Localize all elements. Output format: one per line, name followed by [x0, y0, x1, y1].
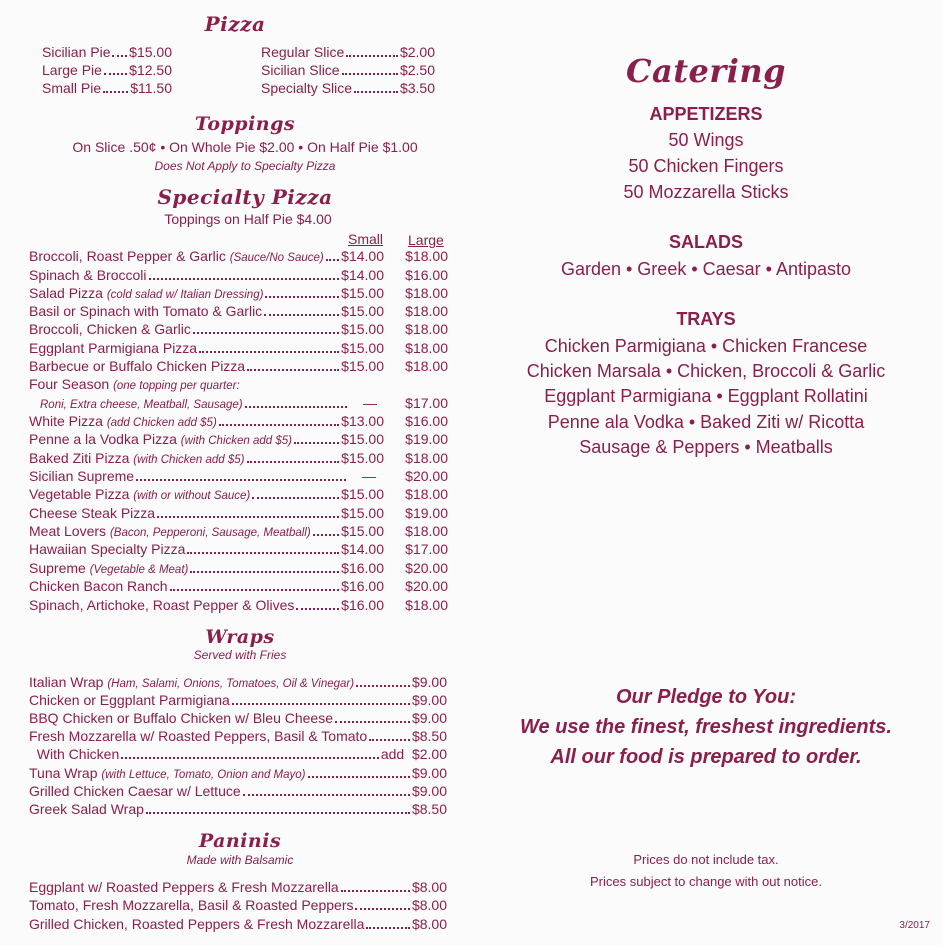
small-price: —	[363, 395, 377, 411]
small-price: $15.00	[341, 450, 384, 466]
item-name: Cheese Steak Pizza	[29, 505, 156, 521]
leader-dots	[170, 589, 340, 591]
item-price: $9.00	[411, 783, 447, 799]
leader-dots	[342, 73, 398, 75]
item-price: $8.00	[411, 897, 447, 913]
leader-dots	[356, 685, 410, 687]
item-name: Meat Lovers	[29, 523, 107, 539]
large-price: $18.00	[405, 285, 448, 301]
specialty-item	[29, 523, 384, 540]
leader-dots	[190, 571, 339, 573]
item-name-group	[40, 395, 243, 411]
appetizer-item: 50 Mozzarella Sticks	[623, 182, 789, 202]
large-price: $18.00	[405, 303, 448, 319]
item-price: $2.50	[399, 62, 435, 78]
wrap-item	[29, 674, 447, 691]
item-name: Tuna Wrap	[29, 765, 98, 781]
item-detail: (one topping per quarter:	[113, 380, 240, 392]
item-name-group	[29, 450, 245, 466]
item-name-group	[29, 431, 292, 447]
wrap-item	[29, 783, 447, 800]
leader-dots	[335, 721, 410, 723]
large-price: $19.00	[405, 431, 448, 447]
item-price: $8.50	[411, 728, 447, 744]
leader-dots	[199, 351, 339, 353]
item-name: Four Season	[29, 376, 110, 392]
specialty-item	[29, 303, 384, 320]
specialty-item	[29, 486, 384, 503]
item-name-group	[29, 376, 240, 392]
item-name-group	[29, 321, 191, 337]
item-name: Hawaiian Specialty Pizza	[29, 541, 186, 557]
toppings-note: Does Not Apply to Specialty Pizza	[154, 159, 336, 173]
small-price: $15.00	[341, 431, 384, 447]
item-name-group	[29, 541, 185, 557]
small-price: $15.00	[341, 523, 384, 539]
pizza-item	[42, 44, 172, 61]
item-name: Broccoli, Roast Pepper & Garlic	[29, 248, 226, 264]
item-price: $8.00	[411, 916, 447, 932]
item-name-group	[29, 413, 217, 429]
large-price: $18.00	[405, 597, 448, 613]
large-price: $17.00	[405, 541, 448, 557]
item-name-group	[29, 692, 230, 708]
item-name-group	[29, 746, 119, 762]
item-name: Large Pie	[42, 62, 102, 78]
leader-dots	[149, 278, 340, 280]
item-name: Penne a la Vodka Pizza	[29, 431, 177, 447]
panini-item	[29, 897, 447, 914]
large-price: $16.00	[405, 413, 448, 429]
leader-dots	[121, 757, 379, 759]
item-price: $8.50	[411, 801, 447, 817]
appetizers-heading: APPETIZERS	[649, 104, 763, 124]
large-price: $17.00	[405, 395, 448, 411]
item-name: Tomato, Fresh Mozzarella, Basil & Roasted Peppers	[29, 897, 354, 913]
item-name-group	[29, 728, 367, 744]
item-price: $12.50	[129, 62, 172, 78]
item-name: Greek Salad Wrap	[29, 801, 144, 817]
wraps-subheading: Served with Fries	[193, 648, 287, 662]
salads-line: Garden • Greek • Caesar • Antipasto	[560, 259, 852, 279]
item-name-group	[29, 358, 245, 374]
small-price: $16.00	[341, 597, 384, 613]
leader-dots	[136, 479, 346, 481]
item-name: Specialty Slice	[261, 80, 353, 96]
specialty-item	[29, 431, 384, 448]
leader-dots	[355, 908, 409, 910]
item-name: White Pizza	[29, 413, 103, 429]
wrap-item	[29, 728, 447, 745]
tray-line: Sausage & Peppers • Meatballs	[579, 437, 833, 457]
column-small-label: Small	[348, 231, 384, 247]
large-price: $20.00	[405, 560, 448, 576]
salads-heading: SALADS	[668, 232, 743, 252]
item-name-group	[29, 303, 262, 319]
large-price: $18.00	[405, 340, 448, 356]
item-name: Chicken or Eggplant Parmigiana	[29, 692, 230, 708]
paninis-heading: Paninis	[198, 830, 282, 852]
large-price: $20.00	[405, 468, 448, 484]
large-price: $18.00	[405, 248, 448, 264]
wrap-item	[29, 710, 447, 727]
item-name: Fresh Mozzarella w/ Roasted Peppers, Basil & Tomato	[29, 728, 368, 744]
item-price: $9.00	[411, 674, 447, 690]
specialty-item	[29, 578, 384, 595]
large-price: $18.00	[405, 358, 448, 374]
small-price: $15.00	[341, 505, 384, 521]
item-price: add $2.00	[380, 746, 447, 762]
specialty-item	[29, 505, 384, 522]
pledge-line-2: All our food is prepared to order.	[550, 746, 862, 768]
leader-dots	[308, 776, 410, 778]
item-detail: (add Chicken add $5)	[106, 417, 217, 429]
item-detail: (Vegetable & Meat)	[89, 564, 189, 576]
item-name-group	[29, 597, 294, 613]
panini-item	[29, 916, 447, 933]
item-name: Baked Ziti Pizza	[29, 450, 130, 466]
wrap-item	[29, 746, 447, 763]
item-detail: (Ham, Salami, Onions, Tomatoes, Oil & Vinegar)	[107, 678, 355, 690]
wrap-item	[29, 765, 447, 782]
small-price: $16.00	[341, 578, 384, 594]
specialty-item	[29, 267, 384, 284]
item-price: $8.00	[411, 879, 447, 895]
item-detail: (with Chicken add $5)	[133, 454, 245, 466]
menu-date: 3/2017	[899, 920, 930, 931]
item-detail: (Sauce/No Sauce)	[229, 252, 324, 264]
wrap-item	[29, 801, 447, 818]
pizza-item	[261, 80, 435, 97]
item-price: $9.00	[411, 710, 447, 726]
item-name: Basil or Spinach with Tomato & Garlic	[29, 303, 263, 319]
small-price: $15.00	[341, 285, 384, 301]
specialty-item	[29, 285, 384, 302]
item-price: $9.00	[411, 692, 447, 708]
item-detail: (with Lettuce, Tomato, Onion and Mayo)	[101, 769, 306, 781]
item-name: Barbecue or Buffalo Chicken Pizza	[29, 358, 246, 374]
specialty-item	[29, 560, 384, 577]
small-price: $16.00	[341, 560, 384, 576]
small-price: $13.00	[341, 413, 384, 429]
item-name-group	[29, 486, 250, 502]
pledge-title: Our Pledge to You:	[615, 686, 796, 708]
item-detail: Roni, Extra cheese, Meatball, Sausage)	[40, 399, 243, 411]
tray-line: Eggplant Parmigiana • Eggplant Rollatini	[544, 386, 868, 406]
appetizer-item: 50 Wings	[668, 130, 744, 150]
leader-dots	[366, 927, 410, 929]
large-price: $18.00	[405, 321, 448, 337]
large-price: $18.00	[405, 486, 448, 502]
pledge-line-1: We use the finest, freshest ingredients.	[520, 716, 892, 738]
wraps-heading: Wraps	[205, 626, 275, 648]
item-name: Spinach, Artichoke, Roast Pepper & Olives	[29, 597, 295, 613]
tray-line: Chicken Marsala • Chicken, Broccoli & Garlic	[526, 361, 886, 381]
item-name-group	[29, 285, 263, 301]
item-name: Broccoli, Chicken & Garlic	[29, 321, 191, 337]
leader-dots	[112, 55, 127, 57]
item-price: $15.00	[129, 44, 172, 60]
item-detail: (with Chicken add $5)	[180, 435, 293, 447]
toppings-line: On Slice .50¢ • On Whole Pie $2.00 • On Half Pie $1.00	[72, 139, 418, 155]
item-name: Eggplant Parmigiana Pizza	[29, 340, 198, 356]
item-name-group	[29, 248, 324, 264]
leader-dots	[346, 55, 398, 57]
specialty-heading: Specialty Pizza	[157, 185, 333, 209]
item-price: $11.50	[130, 80, 172, 96]
leader-dots	[264, 314, 339, 316]
leader-dots	[219, 424, 339, 426]
column-large-label: Large	[408, 232, 444, 248]
leader-dots	[369, 739, 410, 741]
tray-line: Penne ala Vodka • Baked Ziti w/ Ricotta	[547, 412, 865, 432]
specialty-item	[29, 597, 384, 614]
item-name-group	[29, 523, 311, 539]
large-price: $18.00	[405, 523, 448, 539]
item-name: Italian Wrap	[29, 674, 104, 690]
specialty-item	[29, 358, 384, 375]
item-name-group	[29, 710, 333, 726]
specialty-subheading: Toppings on Half Pie $4.00	[164, 211, 332, 227]
small-price: $15.00	[341, 303, 384, 319]
leader-dots	[313, 534, 340, 536]
specialty-item	[29, 340, 384, 357]
leader-dots	[252, 497, 339, 499]
leader-dots	[341, 890, 410, 892]
tray-line: Chicken Parmigiana • Chicken Francese	[544, 336, 868, 356]
trays-heading: TRAYS	[676, 309, 736, 329]
pizza-item	[261, 62, 435, 79]
leader-dots	[326, 259, 339, 261]
small-price: $15.00	[341, 358, 384, 374]
pizza-item	[261, 44, 435, 61]
item-name-group	[29, 801, 144, 817]
leader-dots	[265, 296, 339, 298]
item-name-group	[29, 340, 197, 356]
leader-dots	[232, 703, 410, 705]
item-price: $2.00	[399, 44, 435, 60]
item-name: Eggplant w/ Roasted Peppers & Fresh Mozzarella	[29, 879, 339, 895]
item-detail: (Bacon, Pepperoni, Sausage, Meatball)	[109, 527, 311, 539]
leader-dots	[296, 608, 339, 610]
leader-dots	[104, 73, 127, 75]
item-name: Chicken Bacon Ranch	[29, 578, 168, 594]
specialty-item	[29, 541, 384, 558]
catering-heading: Catering	[626, 52, 786, 90]
paninis-subheading: Made with Balsamic	[186, 853, 294, 867]
leader-dots	[247, 369, 339, 371]
specialty-item	[29, 321, 384, 338]
item-name-group	[29, 674, 354, 690]
pizza-item	[42, 80, 172, 97]
item-name-group	[29, 468, 134, 484]
item-name: Grilled Chicken, Roasted Peppers & Fresh Mozzarella	[29, 916, 365, 932]
leader-dots	[157, 516, 339, 518]
specialty-item	[40, 395, 385, 412]
item-name-group	[29, 267, 147, 283]
item-price: $9.00	[411, 765, 447, 781]
item-name-group	[29, 560, 188, 576]
specialty-item	[29, 468, 384, 485]
item-name-group	[29, 578, 168, 594]
leader-dots	[146, 812, 410, 814]
item-name: Spinach & Broccoli	[29, 267, 147, 283]
price-change-note: Prices subject to change with out notice.	[590, 874, 822, 889]
item-name-group	[29, 783, 241, 799]
specialty-item	[29, 450, 384, 467]
specialty-item	[29, 248, 384, 265]
item-name: Sicilian Supreme	[29, 468, 135, 484]
item-name: Supreme	[29, 560, 86, 576]
tax-note: Prices do not include tax.	[633, 852, 779, 867]
item-name: Salad Pizza	[29, 285, 103, 301]
item-name: Sicilian Pie	[42, 44, 111, 60]
leader-dots	[245, 406, 347, 408]
large-price: $20.00	[405, 578, 448, 594]
leader-dots	[247, 461, 340, 463]
small-price: $14.00	[341, 267, 384, 283]
specialty-item	[29, 376, 240, 392]
item-name: BBQ Chicken or Buffalo Chicken w/ Bleu Cheese	[29, 710, 334, 726]
menu-left-column	[0, 0, 470, 945]
leader-dots	[354, 91, 398, 93]
item-name: Sicilian Slice	[261, 62, 340, 78]
pizza-item	[42, 62, 172, 79]
item-name: Regular Slice	[261, 44, 345, 60]
leader-dots	[294, 442, 339, 444]
menu-right-column	[470, 0, 942, 945]
specialty-item	[29, 413, 384, 430]
item-name: Small Pie	[42, 80, 102, 96]
small-price: $14.00	[341, 248, 384, 264]
panini-item	[29, 879, 447, 896]
leader-dots	[193, 332, 339, 334]
large-price: $16.00	[405, 267, 448, 283]
toppings-heading: Toppings	[194, 113, 296, 135]
item-detail: (with or without Sauce)	[133, 490, 251, 502]
item-name: Vegetable Pizza	[29, 486, 130, 502]
item-name: Grilled Chicken Caesar w/ Lettuce	[29, 783, 241, 799]
small-price: —	[362, 468, 376, 484]
leader-dots	[243, 794, 410, 796]
small-price: $15.00	[341, 321, 384, 337]
small-price: $15.00	[341, 486, 384, 502]
item-detail: (cold salad w/ Italian Dressing)	[106, 289, 264, 301]
item-name: With Chicken	[29, 746, 120, 762]
large-price: $18.00	[405, 450, 448, 466]
pizza-heading: Pizza	[204, 12, 266, 36]
item-name-group	[29, 505, 155, 521]
item-price: $3.50	[399, 80, 435, 96]
item-name-group	[29, 765, 306, 781]
leader-dots	[103, 91, 128, 93]
small-price: $15.00	[341, 340, 384, 356]
large-price: $19.00	[405, 505, 448, 521]
small-price: $14.00	[341, 541, 384, 557]
leader-dots	[187, 552, 339, 554]
appetizer-item: 50 Chicken Fingers	[628, 156, 784, 176]
wrap-item	[29, 692, 447, 709]
